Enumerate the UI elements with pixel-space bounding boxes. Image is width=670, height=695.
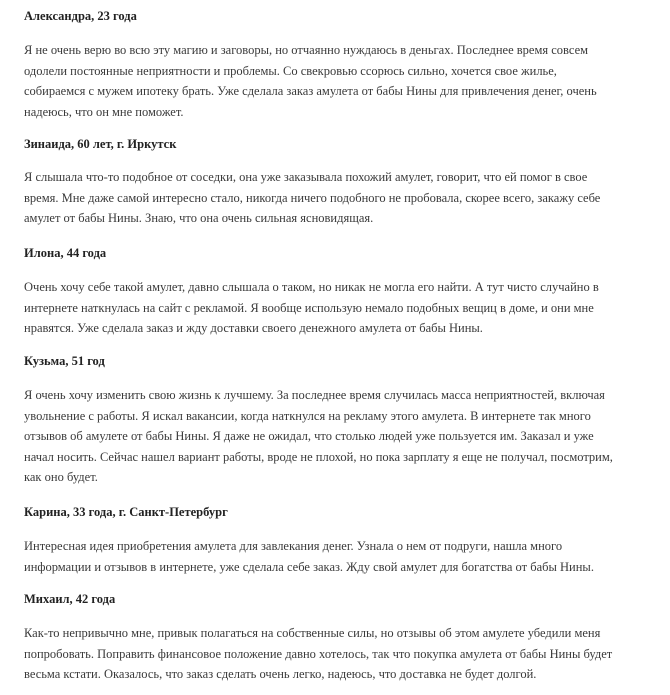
review-author: Илона, 44 года (24, 246, 107, 260)
review-mikhail (24, 590, 115, 608)
review-text-line: Очень хочу себе такой амулет, давно слышала о таком, но никак не могла его найти. А тут чисто случайно в (24, 280, 599, 294)
review-text-line: Я слышала что-то подобное от соседки, она уже заказывала похожий амулет, говорит, что ей помог в свое (24, 170, 588, 184)
review-text-line: интернете наткнулась на сайт с рекламой. Я вообще использую немало подобных вещиц в доме, и они мне (24, 300, 594, 315)
review-text-line: отзывов об амулете от бабы Нины. Я даже не ожидал, что столько людей уже пользуется им. Заказал и уже (24, 429, 594, 443)
review-text-line: Я не очень верю во всю эту магию и заговоры, но отчаянно нуждаюсь в деньгах. Последнее время совсем (24, 43, 589, 57)
review-text (24, 385, 613, 488)
review-zinaida (24, 135, 176, 153)
review-text (24, 623, 612, 685)
review-text-line: нравятся. Уже сделала заказ и жду доставки своего денежного амулета от бабы Нины. (24, 321, 483, 335)
review-text-line: Как-то непривычно мне, привык полагаться на собственные силы, но отзывы об этом амулете убедили меня (24, 626, 601, 640)
review-text-line: попробовать. Поправить финансовое положение давно хотелось, так что покупка амулета от бабы Нины будет (24, 646, 613, 661)
review-text-line: надеюсь, что он мне поможет. (24, 104, 184, 119)
review-text (24, 277, 599, 339)
review-author: Зинаида, 60 лет, г. Иркутск (24, 137, 177, 151)
review-text (24, 40, 597, 122)
review-text-line: информации и отзывов в интернете, уже сделала себе заказ. Жду свой амулет для богатства от бабы Нины. (24, 559, 594, 574)
review-author: Александра, 23 года (24, 9, 137, 23)
review-text (24, 536, 594, 577)
review-text-line: Я очень хочу изменить свою жизнь к лучшему. За последнее время случилась масса неприятностей, включая (24, 388, 605, 402)
review-text-line: время. Мне даже самой интересно стало, никогда ничего подобного не пробовала, скорее всего, закажу себе (24, 190, 601, 205)
review-author: Кузьма, 51 год (24, 354, 105, 368)
review-karina (24, 503, 228, 521)
review-text-line: увольнение с работы. Я искал вакансии, когда наткнулся на рекламу этого амулета. В интернете так много (24, 408, 591, 423)
review-kuzma (24, 352, 105, 370)
review-text (24, 167, 600, 229)
review-text-line: собираемся с мужем ипотеку брать. Уже сделала заказ амулета от бабы Нины для привлечения денег, очень (24, 84, 597, 98)
review-author: Карина, 33 года, г. Санкт-Петербург (24, 505, 228, 519)
review-text-line: амулет от бабы Нины. Знаю, что она очень сильная ясновидящая. (24, 211, 374, 225)
review-ilona (24, 244, 106, 262)
review-aleksandra (24, 7, 137, 25)
review-text-line: как оно будет. (24, 470, 98, 484)
review-author: Михаил, 42 года (24, 592, 116, 606)
review-text-line: весьма кстати. Оказалось, что заказ сделать очень легко, надеюсь, что доставка не будет долгой. (24, 667, 537, 681)
review-text-line: начал носить. Сейчас нашел вариант работы, вроде не плохой, но пока зарплату я еще не получал, посмотрим, (24, 449, 613, 464)
review-text-line: Интересная идея приобретения амулета для завлекания денег. Узнала о нем от подруги, нашла много (24, 539, 563, 553)
review-text-line: одолели постоянные неприятности и проблемы. Со свекровью ссорюсь сильно, хочется свое жилье, (24, 63, 557, 78)
